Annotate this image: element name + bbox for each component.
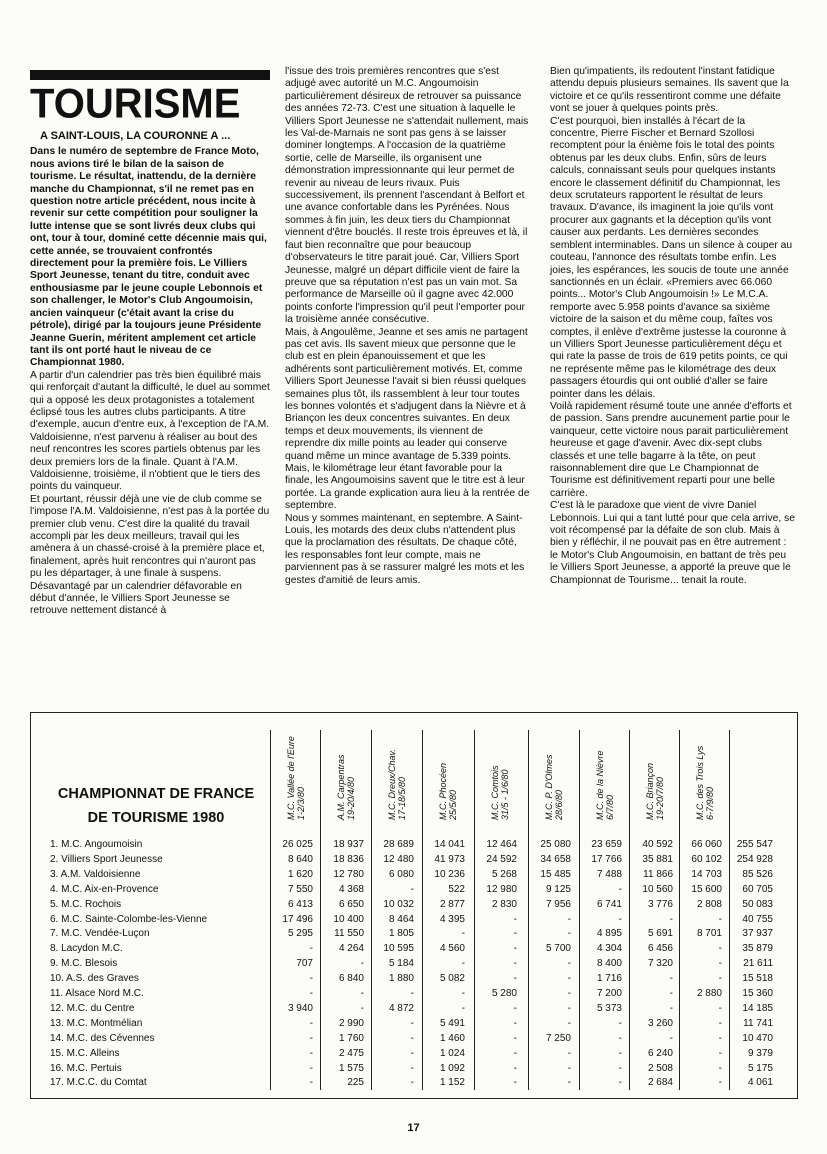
table-row	[0, 1032, 827, 1046]
score-cell: 15 600	[691, 883, 722, 895]
score-cell: -	[461, 958, 465, 970]
score-cell: 12 980	[486, 883, 517, 895]
total-cell: 5 175	[747, 1062, 773, 1074]
score-cell: -	[309, 1017, 313, 1029]
score-cell: 7 488	[596, 868, 622, 880]
total-cell: 14 185	[742, 1002, 773, 1014]
article-column-3	[550, 66, 795, 587]
club-name: 8. Lacydon M.C.	[50, 943, 123, 955]
venue-header	[645, 718, 685, 830]
club-name: 16. M.C. Pertuis	[50, 1062, 122, 1074]
venue-header	[695, 718, 735, 830]
score-cell: -	[567, 1002, 571, 1014]
club-name: 4. M.C. Aix-en-Provence	[50, 883, 159, 895]
venue-header	[595, 718, 635, 830]
score-cell: 4 895	[596, 928, 622, 940]
score-cell: -	[309, 1062, 313, 1074]
score-cell: -	[718, 958, 722, 970]
score-cell: -	[618, 883, 622, 895]
score-cell: -	[513, 1002, 517, 1014]
score-cell: 4 872	[388, 1002, 414, 1014]
article-lede: Dans le numéro de septembre de France Moto, nous avions tiré le bilan de la saison de tourisme. Le résultat, inattendu, de la dernière manche du Championnat, s'il ne remet pas en question notre article précédent, nous incite à revenir sur cette compétition pour souligner la lutte intense que se sont livrés deux clubs qui ont, tour à tour, dominé cette décennie mais qui, cette année, se trouvaient confrontés directement pour la première fois. Le Villiers Sport Jeunesse, tenant du titre, conduit avec enthousiasme par le jeune couple Lebonnois et son challenger, le Motor's Club Angoumoisin, ancien vainqueur (c'était avant la crise du pétrole), dirigé par la toujours jeune Présidente Jeanne Guerin, méritent amplement cet article tant ils ont porté haut le niveau de ce Championnat 1980.	[30, 146, 267, 369]
total-cell: 35 879	[742, 943, 773, 955]
score-cell: 6 080	[388, 868, 414, 880]
score-cell: -	[410, 883, 414, 895]
table-row	[0, 853, 827, 867]
score-cell: 25 080	[540, 839, 571, 850]
club-name: 1. M.C. Angoumoisin	[50, 839, 143, 850]
table-row	[0, 1076, 827, 1090]
score-cell: 5 268	[491, 868, 517, 880]
score-cell: -	[567, 1062, 571, 1074]
score-cell: -	[718, 1077, 722, 1089]
score-cell: 1 024	[439, 1047, 465, 1059]
score-cell: -	[360, 988, 364, 999]
score-cell: 12 480	[383, 853, 414, 865]
score-cell: -	[410, 1017, 414, 1029]
score-cell: 8 464	[388, 913, 414, 925]
score-cell: 7 320	[647, 958, 673, 970]
score-cell: 10 595	[383, 943, 414, 955]
score-cell: 3 260	[647, 1017, 673, 1029]
total-cell: 50 083	[742, 898, 773, 910]
score-cell: 26 025	[282, 839, 313, 850]
score-cell: 18 937	[333, 839, 364, 850]
score-cell: -	[309, 973, 313, 985]
score-cell: -	[513, 958, 517, 970]
club-name: 2. Villiers Sport Jeunesse	[50, 853, 163, 865]
score-cell: -	[718, 913, 722, 925]
article-title: TOURISME	[30, 80, 241, 128]
total-cell: 10 470	[742, 1032, 773, 1044]
score-cell: 18 836	[333, 853, 364, 865]
paragraph: A partir d'un calendrier pas très bien équilibré mais qui renforçait d'autant la difficulté, le duel au sommet qui a opposé les deux protagonistes a totalement éclipsé tous les autres clubs participants. A titre d'exemple, aucun d'entre eux, à l'exception de l'A.M. Valdoisienne, n'est parvenu à réaliser au bout des neuf rencontres les scores partiels obtenus par les deux premiers lors de la finale. Quant à l'A.M. Valdoisienne, troisième, il n'obtient que le tiers des points du vainqueur.	[30, 369, 270, 493]
score-cell: 17 496	[282, 913, 313, 925]
score-cell: 17 766	[591, 853, 622, 865]
score-cell: -	[513, 928, 517, 940]
club-name: 11. Alsace Nord M.C.	[50, 988, 144, 999]
score-cell: -	[567, 988, 571, 999]
score-cell: 2 684	[647, 1077, 673, 1089]
score-cell: 7 956	[545, 898, 571, 910]
table-row	[0, 957, 827, 971]
total-cell: 4 061	[747, 1077, 773, 1089]
score-cell: 5 700	[545, 943, 571, 955]
club-name: 5. M.C. Rochois	[50, 898, 122, 910]
score-cell: 2 877	[439, 898, 465, 910]
score-cell: 1 760	[338, 1032, 364, 1044]
score-cell: 5 295	[287, 928, 313, 940]
score-cell: -	[513, 1032, 517, 1044]
score-cell: 5 280	[491, 988, 517, 999]
score-cell: -	[618, 1017, 622, 1029]
score-cell: 5 373	[596, 1002, 622, 1014]
table-title-line: DE TOURISME 1980	[87, 810, 225, 826]
score-cell: -	[410, 988, 414, 999]
score-cell: -	[309, 1077, 313, 1089]
score-cell: 2 475	[338, 1047, 364, 1059]
score-cell: -	[513, 1017, 517, 1029]
score-cell: -	[567, 1047, 571, 1059]
score-cell: 14 041	[434, 839, 465, 850]
total-cell: 60 705	[742, 883, 773, 895]
score-cell: -	[309, 988, 313, 999]
score-cell: -	[309, 943, 313, 955]
score-cell: -	[718, 1032, 722, 1044]
total-cell: 255 547	[736, 839, 773, 850]
title-rule	[30, 70, 270, 80]
total-cell: 85 526	[742, 868, 773, 880]
venue-label: M.C. Phocéen 25/5/80	[438, 762, 458, 820]
table-row	[0, 927, 827, 941]
score-cell: 6 456	[647, 943, 673, 955]
table-row	[0, 942, 827, 956]
score-cell: 522	[448, 883, 465, 895]
score-cell: 8 640	[287, 853, 313, 865]
score-cell: 2 830	[491, 898, 517, 910]
score-cell: 3 940	[287, 1002, 313, 1014]
score-cell: -	[718, 1002, 722, 1014]
score-cell: 10 560	[642, 883, 673, 895]
paragraph: Mais, à Angoulême, Jeanne et ses amis ne partagent pas cet avis. Ils savent mieux que personne que le club est en plein épanouissement et que les adhérents sont particulièrement motivés. Et, comme Villiers Sport Jeunesse l'avait si bien réussi quelques semaines plus tôt, ils rassemblent à leur tour toutes les bonnes volontés et s'adjugent dans la Nièvre et à Briançon les deux concentres suivantes. En deux temps et deux mouvements, ils viennent de reprendre dix mille points au leader qui conserve quand même un mince avantage de 5.339 points. Mais, le kilométrage leur étant favorable pour la finale, les Angoumoisins savent que le titre est à leur portée. La grande explication aura lieu à la rentrée de septembre.	[285, 326, 530, 512]
score-cell: -	[567, 1077, 571, 1089]
total-cell: 254 928	[736, 853, 773, 865]
score-cell: 2 990	[338, 1017, 364, 1029]
score-cell: 6 741	[596, 898, 622, 910]
club-name: 10. A.S. des Graves	[50, 973, 139, 985]
score-cell: 2 808	[696, 898, 722, 910]
paragraph: Désavantagé par un calendrier défavorable en début d'année, le Villiers Sport Jeunesse se retrouve nettement distancé à	[30, 580, 242, 617]
score-cell: 8 400	[596, 958, 622, 970]
score-cell: 7 250	[545, 1032, 571, 1044]
club-name: 13. M.C. Montmélian	[50, 1017, 143, 1029]
score-cell: 6 840	[338, 973, 364, 985]
score-cell: 10 400	[333, 913, 364, 925]
venue-label: M.C. P. D'Olmes 28/6/80	[544, 754, 564, 820]
score-cell: -	[461, 1002, 465, 1014]
score-cell: -	[718, 943, 722, 955]
score-cell: 5 691	[647, 928, 673, 940]
score-cell: 4 395	[439, 913, 465, 925]
table-row	[0, 883, 827, 897]
total-cell: 40 755	[742, 913, 773, 925]
score-cell: 225	[347, 1077, 364, 1089]
venue-header	[286, 718, 326, 830]
score-cell: -	[461, 928, 465, 940]
score-cell: -	[410, 1062, 414, 1074]
score-cell: -	[618, 1062, 622, 1074]
paragraph: C'est pourquoi, bien installés à l'écart de la concentre, Pierre Fischer et Bernard Szollosi recomptent pour la énième fois le total des points obtenus par les deux clubs. Enfin, sûrs de leurs calculs, connaissant seuls pour quelques instants encore le classement définitif du Championnat, les deux scrutateurs rapportent le résultat de leurs travaux. D'avance, ils imaginent la joie qu'ils vont procurer aux gagnants et la déception qu'ils vont causer aux perdants. Les dernières secondes semblent interminables. Dans un silence à couper au couteau, l'annonce des résultats tombe enfin. Les joies, les espérances, les soucis de toute une année sanctionnés en un éclair. «Premiers avec 66.060 points... Motor's Club Angoumoisin !» Le M.C.A. remporte avec 5.958 points d'avance sa sixième victoire de la saison et du même coup, faîtes vos comptes, il enlève d'extrême justesse la couronne à un Villiers Sport Jeunesse particulièrement déçu et qui rate la passe de trois de 619 petits points, ce qui ne représente même pas le kilométrage des deux passagers étourdis qui ont oublié d'aller se faire pointer dans les délais.	[550, 115, 793, 400]
score-cell: -	[513, 913, 517, 925]
venue-label: A.M. Carpentras 19-20/4/80	[336, 754, 356, 820]
page-number: 17	[407, 1122, 420, 1134]
table-row	[0, 1017, 827, 1031]
score-cell: -	[513, 1047, 517, 1059]
score-cell: 10 032	[383, 898, 414, 910]
club-name: 17. M.C.C. du Comtat	[50, 1077, 147, 1089]
score-cell: -	[669, 988, 673, 999]
total-cell: 9 379	[747, 1047, 773, 1059]
table-row	[0, 838, 827, 852]
venue-header	[438, 718, 478, 830]
score-cell: 3 776	[647, 898, 673, 910]
score-cell: -	[410, 1047, 414, 1059]
score-cell: 4 560	[439, 943, 465, 955]
total-cell: 15 360	[742, 988, 773, 999]
score-cell: 1 460	[439, 1032, 465, 1044]
score-cell: -	[461, 988, 465, 999]
score-cell: 12 780	[333, 868, 364, 880]
score-cell: 8 701	[696, 928, 722, 940]
score-cell: 6 413	[287, 898, 313, 910]
club-name: 9. M.C. Blesois	[50, 958, 118, 970]
venue-label: M.C. Briançon 19-20/7/80	[645, 762, 665, 820]
score-cell: -	[513, 1062, 517, 1074]
score-cell: 40 592	[642, 839, 673, 850]
score-cell: -	[567, 958, 571, 970]
score-cell: -	[567, 928, 571, 940]
score-cell: -	[618, 1047, 622, 1059]
score-cell: -	[718, 1047, 722, 1059]
score-cell: 35 881	[642, 853, 673, 865]
club-name: 12. M.C. du Centre	[50, 1002, 135, 1014]
score-cell: -	[718, 973, 722, 985]
score-cell: 1 575	[338, 1062, 364, 1074]
total-cell: 21 611	[743, 958, 773, 970]
score-cell: -	[513, 943, 517, 955]
score-cell: 12 464	[486, 839, 517, 850]
venue-header	[490, 718, 530, 830]
venue-header	[544, 718, 584, 830]
score-cell: 11 866	[643, 868, 673, 880]
score-cell: -	[513, 973, 517, 985]
score-cell: 28 689	[383, 839, 414, 850]
score-cell: 2 880	[696, 988, 722, 999]
table-row	[0, 898, 827, 912]
score-cell: 1 805	[388, 928, 414, 940]
article-column-2	[285, 66, 530, 587]
score-cell: -	[410, 1032, 414, 1044]
club-name: 14. M.C. des Cévennes	[50, 1032, 155, 1044]
venue-label: M.C. de la Nièvre 6/7/80	[595, 750, 615, 820]
score-cell: -	[669, 1032, 673, 1044]
venue-header	[336, 718, 376, 830]
score-cell: 34 658	[540, 853, 571, 865]
table-row	[0, 1062, 827, 1076]
club-name: 3. A.M. Valdoisienne	[50, 868, 141, 880]
score-cell: 7 200	[596, 988, 622, 999]
score-cell: 41 973	[434, 853, 465, 865]
venue-label: M.C. des Trois Lys 6-7/9/80	[695, 745, 715, 820]
paragraph: Voilà rapidement résumé toute une année d'efforts et de passion. Sans prendre aucunement partie pour le vainqueur, cette victoire nous parait particulièrement heureuse et gage d'avenir. Avec dix-sept clubs classés et une telle bagarre à la tête, on peut raisonnablement dire que Le Championnat de Tourisme est définitivement reparti pour une belle carrière.	[550, 400, 792, 499]
score-cell: 1 152	[439, 1077, 465, 1089]
venue-label: M.C. Vallée de l'Eure 1-2/3/80	[286, 736, 306, 820]
total-cell: 37 937	[742, 928, 773, 940]
paragraph: Nous y sommes maintenant, en septembre. A Saint-Louis, les motards des deux clubs n'attendent plus que la proclamation des résultats. De chaque côté, les responsables font leur compte, mais ne parviennent pas à se rassurer malgré les mots et les gestes d'amitié de leurs amis.	[285, 512, 525, 586]
score-cell: -	[567, 913, 571, 925]
total-cell: 15 518	[742, 973, 773, 985]
club-name: 7. M.C. Vendée-Luçon	[50, 928, 150, 940]
score-cell: 6 650	[338, 898, 364, 910]
score-cell: 11 550	[334, 928, 364, 940]
score-cell: -	[410, 1077, 414, 1089]
paragraph: C'est là le paradoxe que vient de vivre Daniel Lebonnois. Lui qui a tant lutté pour que cela arrive, se voit récompensé par la défaite de son club. Mais à bien y réfléchir, il ne pouvait pas en être autrement : le Motor's Club Angoumoisin, en battant de très peu le Villiers Sport Jeunesse, a apporté la preuve que le Championnat de Tourisme... tenait la route.	[550, 500, 795, 586]
score-cell: -	[567, 1017, 571, 1029]
venue-label: M.C. Dreux/Chav. 17-18/5/80	[387, 749, 407, 820]
score-cell: 60 102	[691, 853, 722, 865]
club-name: 6. M.C. Sainte-Colombe-les-Vienne	[50, 913, 208, 925]
score-cell: 23 659	[591, 839, 622, 850]
score-cell: 4 368	[338, 883, 364, 895]
score-cell: -	[309, 1032, 313, 1044]
table-row	[0, 868, 827, 882]
venue-header	[387, 718, 427, 830]
score-cell: -	[718, 1017, 722, 1029]
paragraph: Bien qu'impatients, ils redoutent l'instant fatidique attendu depuis plusieurs semaines. Ils savent que la victoire et ce qu'ils ressentiront comme une défaite vont se jouer à quelques points près.	[550, 66, 789, 115]
article-column-1	[30, 66, 270, 618]
score-cell: -	[618, 1032, 622, 1044]
score-cell: -	[618, 913, 622, 925]
score-cell: 14 703	[691, 868, 722, 880]
table-title-line: CHAMPIONNAT DE FRANCE	[57, 786, 255, 802]
score-cell: 1 880	[388, 973, 414, 985]
total-cell: 11 741	[743, 1017, 773, 1029]
score-cell: -	[669, 973, 673, 985]
score-cell: 10 236	[434, 868, 465, 880]
table-row	[0, 972, 827, 986]
score-cell: 6 240	[647, 1047, 673, 1059]
table-row	[0, 1002, 827, 1016]
score-cell: 1 092	[439, 1062, 465, 1074]
score-cell: -	[718, 1062, 722, 1074]
results-table-title	[46, 782, 266, 830]
score-cell: 4 304	[596, 943, 622, 955]
score-cell: 5 491	[439, 1017, 465, 1029]
score-cell: 5 082	[439, 973, 465, 985]
score-cell: -	[618, 1077, 622, 1089]
venue-label: M.C. Comtois 31/5 - 1/6/80	[490, 765, 510, 820]
score-cell: 5 184	[388, 958, 414, 970]
score-cell: -	[567, 973, 571, 985]
table-row	[0, 1047, 827, 1061]
score-cell: -	[669, 1002, 673, 1014]
score-cell: 707	[296, 958, 313, 970]
article-kicker: A SAINT-LOUIS, LA COURONNE A ...	[40, 130, 231, 142]
paragraph: l'issue des trois premières rencontres que s'est adjugé avec autorité un M.C. Angoumoisin particulièrement désireux de retrouver sa puissance des années 72-73. C'est une situation à laquelle le Villiers Sport Jeunesse ne s'attendait nullement, mais les Val-de-Marnais ne sont pas gens à se laisser dominer longtemps. A l'occasion de la quatrième sortie, celle de Marseille, ils organisent une démonstration impressionnante qui leur permet de revenir au niveau de leurs rivaux. Puis successivement, ils prennent l'ascendant à Belfort et une avance confortable dans les Pyrénées. Nous sommes à fin juin, les deux tiers du Championnat viennent d'être bouclés. Il reste trois épreuves et là, il faut bien reconnaître que pour beaucoup d'observateurs le titre parait joué. Car, Villiers Sport Jeunesse, malgré un départ difficile vient de faire la preuve que sa réputation n'est pas un vain mot. Sa performance de Marseille où il gagne avec 42.000 points conforte l'impression qu'il peut l'emporter pour la troisième année consécutive.	[285, 66, 529, 326]
score-cell: 66 060	[691, 839, 722, 850]
score-cell: 7 550	[287, 883, 313, 895]
score-cell: 15 485	[540, 868, 571, 880]
score-cell: -	[669, 913, 673, 925]
score-cell: -	[309, 1047, 313, 1059]
table-row	[0, 987, 827, 1001]
score-cell: 2 508	[647, 1062, 673, 1074]
score-cell: -	[513, 1077, 517, 1089]
score-cell: -	[360, 958, 364, 970]
score-cell: -	[360, 1002, 364, 1014]
score-cell: 24 592	[486, 853, 517, 865]
score-cell: 9 125	[545, 883, 571, 895]
score-cell: 1 716	[596, 973, 622, 985]
paragraph: Et pourtant, réussir déjà une vie de club comme se l'impose l'A.M. Valdoisienne, n'est pas à la portée du premier club venu. C'est dire la qualité du travail accompli par les deux meilleurs, travail qui les amènera à un chassé-croisé à la première place et, finalement, après huit rencontres qui n'auront pas pu les départager, à une finale à suspens.	[30, 493, 270, 580]
club-name: 15. M.C. Alleins	[50, 1047, 120, 1059]
table-row	[0, 913, 827, 927]
score-cell: 1 620	[287, 868, 313, 880]
score-cell: 4 264	[338, 943, 364, 955]
